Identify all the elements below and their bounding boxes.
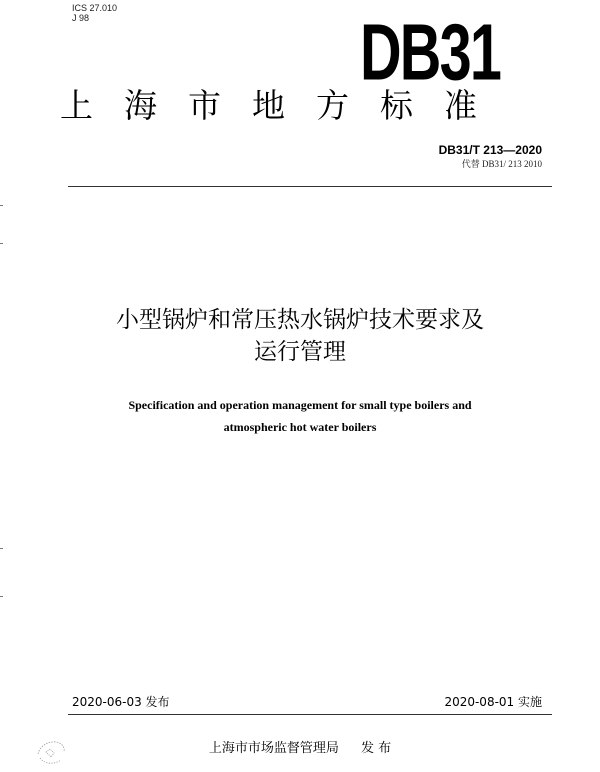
scan-edge-mark — [0, 596, 3, 597]
chinese-title — [0, 304, 600, 368]
scan-edge-mark — [0, 205, 3, 206]
issuing-authority — [0, 741, 600, 757]
db31-logo: DB31 — [360, 6, 501, 97]
scan-edge-mark — [0, 548, 3, 549]
english-title-line-2: atmospheric hot water boilers — [223, 420, 377, 434]
standard-type-title: 上海市地方标准 — [60, 86, 508, 125]
english-title — [0, 394, 600, 438]
implementation-date: 2020-08-01 实施 — [444, 695, 542, 709]
issuer-name: 上海市市场监督管理局 — [208, 741, 339, 756]
top-divider — [68, 186, 552, 187]
bottom-divider — [68, 714, 552, 715]
ics-code: ICS 27.010 — [72, 3, 118, 13]
ccs-code: J 98 — [72, 13, 90, 23]
standard-number: DB31/T 213—2020 — [438, 143, 542, 157]
chinese-title-line-1: 小型锅炉和常压热水锅炉技术要求及 — [116, 307, 484, 333]
chinese-title-line-2: 运行管理 — [254, 339, 346, 365]
english-title-line-1: Specification and operation management for small type boilers and — [128, 398, 472, 412]
issuer-action: 发 布 — [360, 741, 392, 756]
replaced-standard: 代替 DB31/ 213 2010 — [461, 159, 542, 169]
scan-edge-mark — [0, 243, 3, 244]
issue-date: 2020-06-03 发布 — [72, 695, 170, 709]
